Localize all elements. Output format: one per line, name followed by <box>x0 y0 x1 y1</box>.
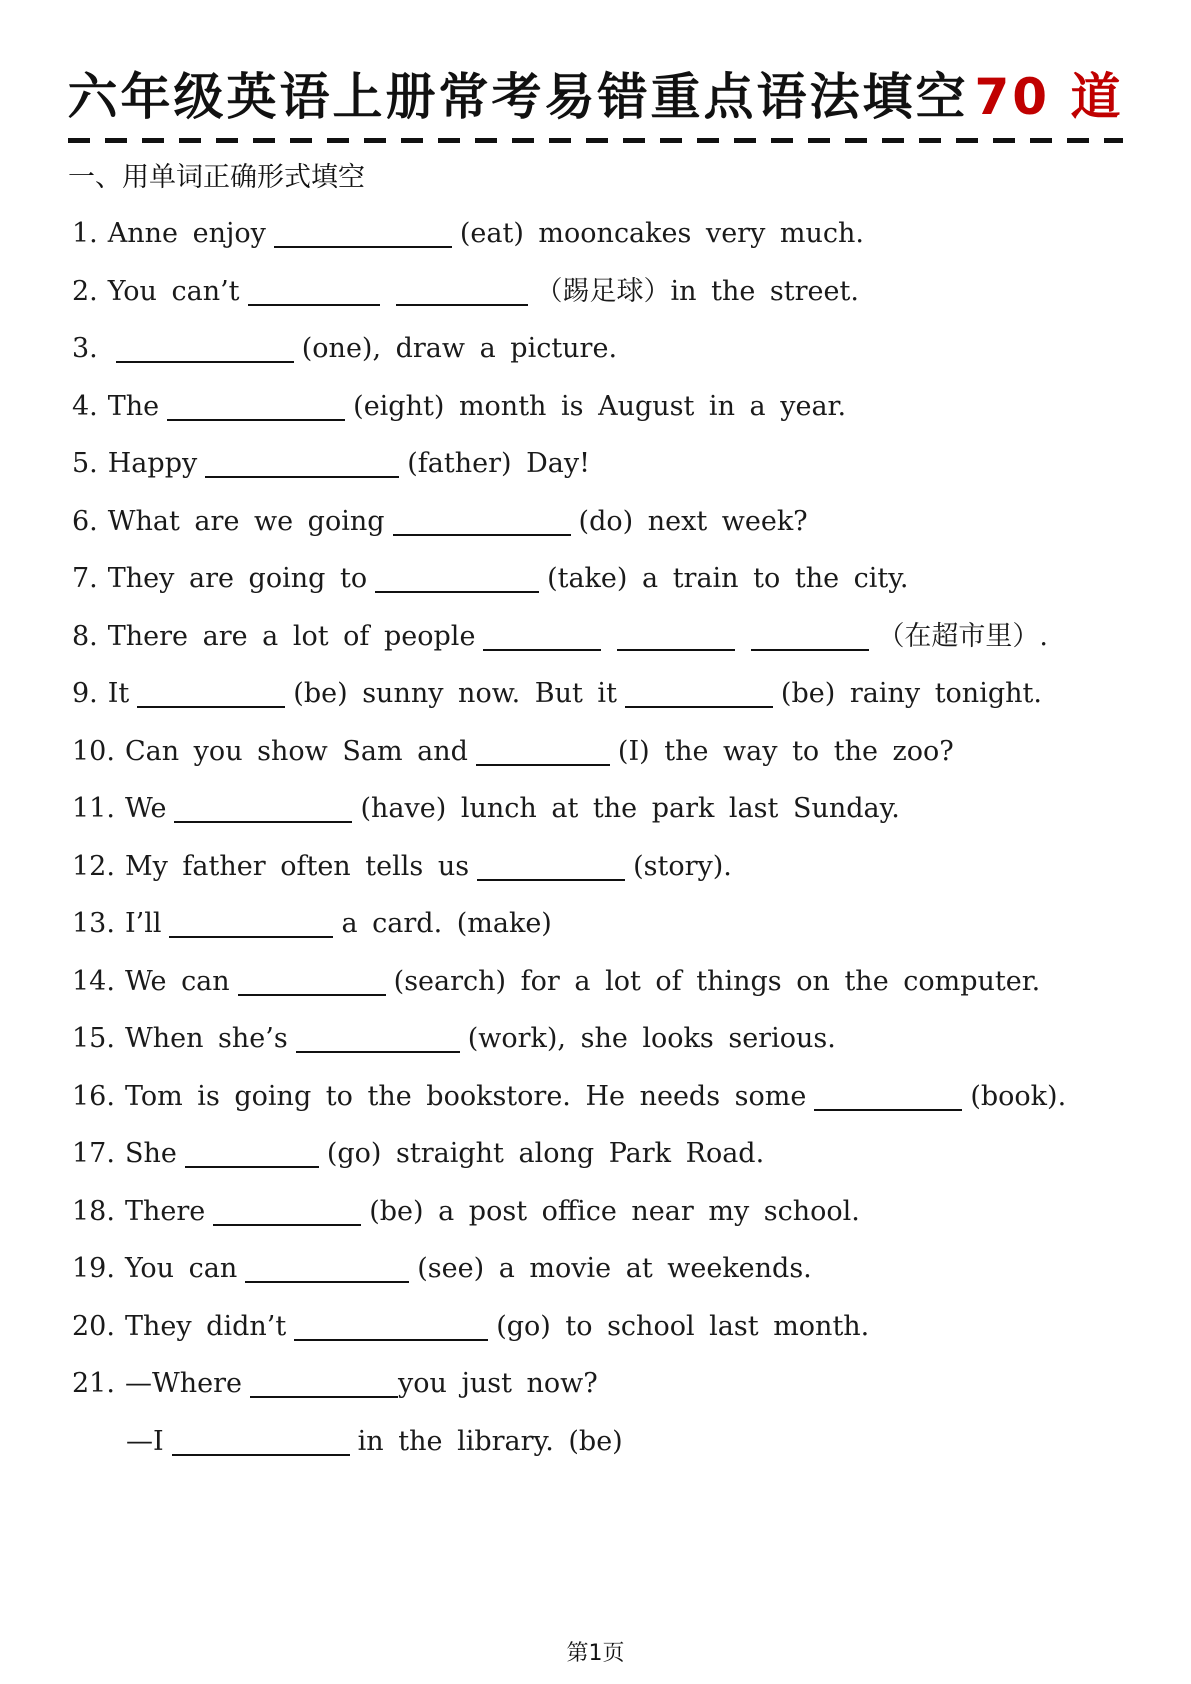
answer-blank[interactable] <box>250 1366 398 1398</box>
question-text: (I) the way to the zoo? <box>617 736 954 767</box>
question-number: 12. <box>72 851 115 882</box>
question-number: 1. <box>72 218 98 249</box>
question-item <box>72 787 900 831</box>
question-number: 17. <box>72 1138 115 1169</box>
page-number: 第1页 <box>566 1641 625 1666</box>
question-text: (be) sunny now. But it <box>293 678 617 709</box>
question-number: 10. <box>72 736 115 767</box>
question-text: We can <box>124 966 230 997</box>
answer-blank[interactable] <box>213 1194 361 1226</box>
question-text: (search) for a lot of things on the computer. <box>393 966 1041 997</box>
question-item <box>72 960 1040 1004</box>
answer-blank[interactable] <box>294 1309 488 1341</box>
question-item <box>72 615 1048 659</box>
question-number: 16. <box>72 1081 115 1112</box>
question-number: 5. <box>72 448 98 479</box>
page-title <box>0 62 1191 132</box>
question-number: 2. <box>72 276 98 307</box>
question-item <box>126 1420 623 1464</box>
answer-blank[interactable] <box>617 619 735 651</box>
answer-blank[interactable] <box>137 676 285 708</box>
question-item <box>72 1017 836 1061</box>
question-number: 15. <box>72 1023 115 1054</box>
question-number: 6. <box>72 506 98 537</box>
question-number: 21. <box>72 1368 115 1399</box>
question-text: The <box>107 391 160 422</box>
question-text: (one), draw a picture. <box>301 333 618 364</box>
answer-blank[interactable] <box>274 216 452 248</box>
answer-blank[interactable] <box>205 446 399 478</box>
question-text: I’ll <box>124 908 162 939</box>
question-item <box>72 1362 598 1406</box>
answer-blank[interactable] <box>625 676 773 708</box>
question-item <box>72 902 552 946</box>
question-text: (work), she looks serious. <box>467 1023 836 1054</box>
question-text: Can you show Sam and <box>124 736 468 767</box>
question-item <box>72 845 732 889</box>
answer-blank[interactable] <box>396 274 528 306</box>
question-text: (father) Day! <box>407 448 590 479</box>
question-text: It <box>107 678 130 709</box>
question-text: You can <box>124 1253 238 1284</box>
question-item <box>72 1305 869 1349</box>
question-number: 7. <box>72 563 98 594</box>
section-heading: 一、用单词正确形式填空 <box>68 162 365 193</box>
question-text: (take) a train to the city. <box>547 563 909 594</box>
answer-blank[interactable] <box>245 1251 409 1283</box>
question-text: (be) a post office near my school. <box>369 1196 860 1227</box>
question-text: You can’t <box>107 276 240 307</box>
answer-blank[interactable] <box>116 331 294 363</box>
question-text: Anne enjoy <box>107 218 266 249</box>
title-main: 六年级英语上册常考易错重点语法填空 <box>67 68 969 126</box>
answer-blank[interactable] <box>751 619 869 651</box>
answer-blank[interactable] <box>248 274 380 306</box>
question-text: (go) to school last month. <box>496 1311 870 1342</box>
question-text: —Where <box>124 1368 242 1399</box>
question-text: We <box>124 793 167 824</box>
question-number: 8. <box>72 621 98 652</box>
question-text: There are a lot of people <box>107 621 476 652</box>
answer-blank[interactable] <box>483 619 601 651</box>
question-text: (have) lunch at the park last Sunday. <box>360 793 900 824</box>
question-item <box>72 730 954 774</box>
answer-blank[interactable] <box>238 964 386 996</box>
question-text: (eat) mooncakes very much. <box>459 218 864 249</box>
question-item <box>72 1247 812 1291</box>
answer-blank[interactable] <box>814 1079 962 1111</box>
question-item <box>72 270 859 314</box>
answer-blank[interactable] <box>476 734 610 766</box>
question-number: 19. <box>72 1253 115 1284</box>
question-text: (book). <box>970 1081 1067 1112</box>
question-item <box>72 1190 860 1234</box>
question-text: What are we going <box>107 506 385 537</box>
question-text: There <box>124 1196 206 1227</box>
question-text: (be) rainy tonight. <box>780 678 1042 709</box>
question-number: 9. <box>72 678 98 709</box>
question-item <box>72 500 808 544</box>
answer-blank[interactable] <box>185 1136 319 1168</box>
question-text: a card. (make) <box>341 908 552 939</box>
question-text: in the library. (be) <box>357 1426 623 1457</box>
question-text: （踢足球）in the street. <box>535 276 859 307</box>
question-text: My father often tells us <box>124 851 470 882</box>
question-item <box>72 212 864 256</box>
answer-blank[interactable] <box>296 1021 460 1053</box>
question-text: you just now? <box>397 1368 598 1399</box>
question-item <box>72 557 909 601</box>
question-item <box>72 442 590 486</box>
question-text: When she’s <box>124 1023 288 1054</box>
question-number: 11. <box>72 793 115 824</box>
question-item <box>72 327 617 371</box>
answer-blank[interactable] <box>375 561 539 593</box>
answer-blank[interactable] <box>167 389 345 421</box>
answer-blank[interactable] <box>169 906 333 938</box>
question-text: （在超市里）. <box>877 621 1049 652</box>
question-text: (eight) month is August in a year. <box>353 391 847 422</box>
question-item <box>72 385 846 429</box>
question-item <box>72 672 1042 716</box>
question-text: They are going to <box>107 563 368 594</box>
question-number: 18. <box>72 1196 115 1227</box>
question-text: (do) next week? <box>578 506 808 537</box>
question-text: —I <box>126 1426 164 1457</box>
question-number: 4. <box>72 391 98 422</box>
question-text: They didn’t <box>124 1311 287 1342</box>
question-item <box>72 1075 1066 1119</box>
question-text: (see) a movie at weekends. <box>417 1253 812 1284</box>
question-item <box>72 1132 764 1176</box>
question-text: (go) straight along Park Road. <box>326 1138 765 1169</box>
question-text: (story). <box>633 851 732 882</box>
question-number: 13. <box>72 908 115 939</box>
question-number: 3. <box>72 333 98 364</box>
dashed-divider <box>68 138 1123 143</box>
question-text: Tom is going to the bookstore. He needs some <box>124 1081 807 1112</box>
title-count: 70 道 <box>974 68 1124 126</box>
question-text: Happy <box>107 448 198 479</box>
answer-blank[interactable] <box>172 1424 350 1456</box>
question-number: 14. <box>72 966 115 997</box>
question-number: 20. <box>72 1311 115 1342</box>
answer-blank[interactable] <box>393 504 571 536</box>
answer-blank[interactable] <box>174 791 352 823</box>
question-text: She <box>124 1138 177 1169</box>
answer-blank[interactable] <box>477 849 625 881</box>
